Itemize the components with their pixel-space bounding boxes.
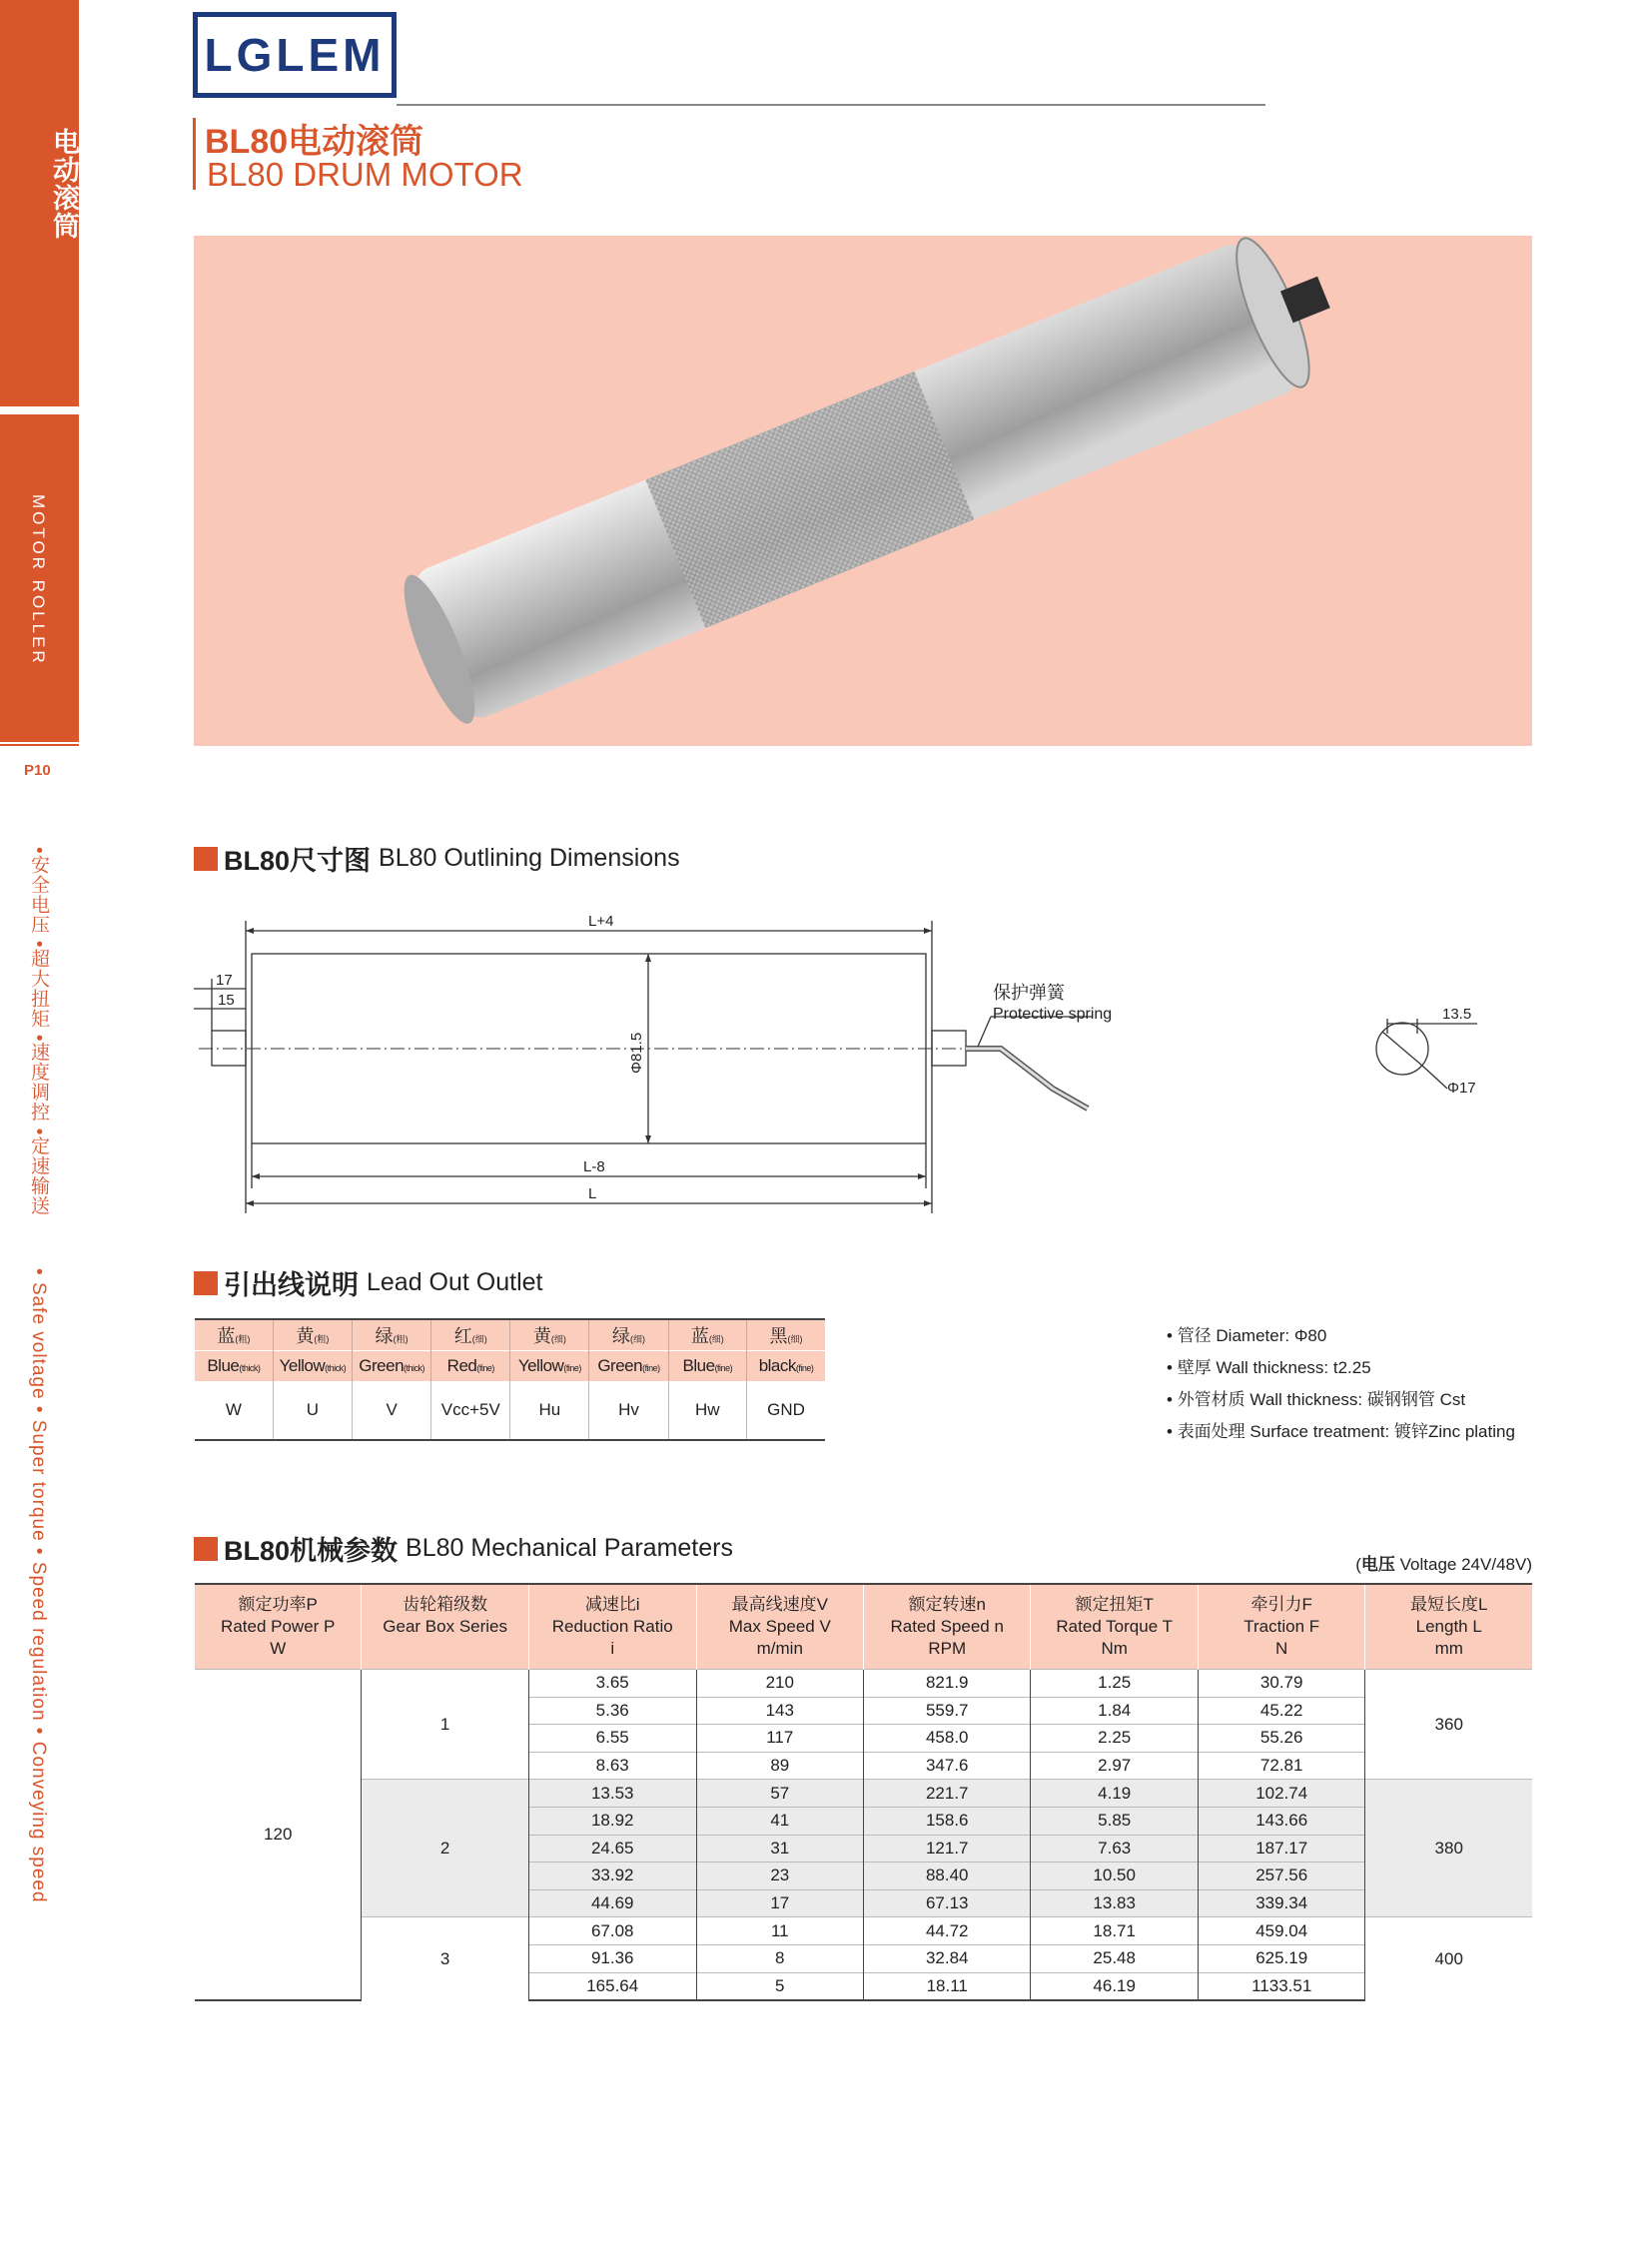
sidebar-category-block (0, 0, 79, 406)
spec-item: • 表面处理 Surface treatment: 镀锌Zinc plating (1167, 1416, 1515, 1448)
page-number: P10 (24, 762, 51, 779)
col-header-en: Rated Torque T (1056, 1617, 1173, 1636)
dim-13-5: 13.5 (1442, 1006, 1472, 1023)
table-row (195, 1917, 1532, 1945)
table-row (195, 1780, 1532, 1808)
wire-en-name: Blue (207, 1356, 240, 1375)
table-row (195, 1670, 1532, 1698)
wire-signal: W (195, 1381, 273, 1440)
table-cell: 3.65 (528, 1670, 696, 1698)
col-header-unit: W (270, 1639, 287, 1658)
dim-phi17: Φ17 (1447, 1080, 1476, 1097)
section-heading-dimensions (194, 839, 680, 878)
wire-en-note: (fine) (714, 1363, 733, 1373)
table-cell: 458.0 (864, 1725, 1031, 1753)
table-cell: 257.56 (1198, 1863, 1365, 1890)
table-cell: 4.19 (1031, 1780, 1198, 1808)
wire-en-name: Yellow (517, 1356, 564, 1375)
dim-15: 15 (218, 992, 235, 1009)
col-header-cn: 齿轮箱级数 (403, 1595, 488, 1614)
rated-power-cell: 120 (195, 1670, 362, 2001)
wire-cn-note: (细) (787, 1334, 803, 1344)
section-title-cn: 引出线说明 (224, 1270, 359, 1300)
table-cell: 67.13 (864, 1889, 1031, 1917)
section-heading-mechanical (194, 1529, 733, 1568)
wire-cn-note: (粗) (393, 1334, 409, 1344)
spring-label-cn: 保护弹簧 (993, 983, 1065, 1003)
page-title-cn: BL80电动滚筒 (205, 123, 424, 161)
wire-signal: GND (747, 1381, 825, 1440)
lead-en-row (195, 1351, 825, 1382)
wire-cn-note: (粗) (314, 1334, 330, 1344)
table-cell: 18.11 (864, 1972, 1031, 2000)
drum-motor-illustration (194, 236, 1532, 746)
col-header-unit: RPM (928, 1639, 967, 1658)
dim-l: L (588, 1185, 597, 1202)
col-header (864, 1584, 1031, 1670)
wire-signal: Hu (510, 1381, 589, 1440)
table-cell: 57 (696, 1780, 863, 1808)
table-cell: 31 (696, 1835, 863, 1863)
wire-signal: Vcc+5V (431, 1381, 510, 1440)
dim-diameter: Φ81.5 (628, 1032, 645, 1074)
table-cell: 143.66 (1198, 1807, 1365, 1835)
table-cell: 821.9 (864, 1670, 1031, 1698)
col-header-cn: 最短长度L (1410, 1595, 1488, 1614)
table-cell: 143 (696, 1697, 863, 1725)
table-cell: 17 (696, 1889, 863, 1917)
wire-en-note: (fine) (795, 1363, 814, 1373)
wire-en-name: Green (359, 1356, 405, 1375)
table-cell: 41 (696, 1807, 863, 1835)
table-cell: 102.74 (1198, 1780, 1365, 1808)
table-cell: 44.72 (864, 1917, 1031, 1945)
wire-signal: Hw (668, 1381, 747, 1440)
table-cell: 339.34 (1198, 1889, 1365, 1917)
voltage-note: (电压 Voltage 24V/48V) (1355, 1555, 1532, 1574)
col-header-cn: 减速比i (584, 1595, 640, 1614)
col-header-en: Length L (1415, 1617, 1482, 1636)
voltage-label-en: Voltage 24V/48V (1399, 1555, 1527, 1574)
sidebar-category-en-block (0, 414, 79, 742)
table-cell: 72.81 (1198, 1752, 1365, 1780)
dimension-drawing (194, 899, 1532, 1228)
dim-l-plus-4: L+4 (588, 913, 614, 930)
gear-series-cell: 2 (362, 1780, 528, 1917)
table-cell: 18.92 (528, 1807, 696, 1835)
min-length-cell: 400 (1365, 1917, 1532, 2000)
col-header (1031, 1584, 1198, 1670)
col-header (362, 1584, 528, 1670)
section-title-en: BL80 Outlining Dimensions (379, 844, 680, 872)
section-marker (194, 1537, 218, 1561)
brand-logo: LGLEM (193, 12, 397, 98)
table-cell: 187.17 (1198, 1835, 1365, 1863)
col-header-unit: N (1275, 1639, 1288, 1658)
section-title-en: Lead Out Outlet (367, 1268, 543, 1296)
table-cell: 46.19 (1031, 1972, 1198, 2000)
section-title-cn: BL80机械参数 (224, 1536, 399, 1566)
col-header (1198, 1584, 1365, 1670)
sidebar-category-en: MOTOR ROLLER (29, 494, 48, 666)
wire-cn-name: 蓝 (690, 1326, 709, 1346)
col-header (1365, 1584, 1532, 1670)
col-header-unit: mm (1434, 1639, 1463, 1658)
spec-item: • 壁厚 Wall thickness: t2.25 (1167, 1352, 1515, 1384)
col-header-en: Reduction Ratio (551, 1617, 673, 1636)
col-header-unit: Nm (1101, 1639, 1128, 1658)
table-cell: 1.84 (1031, 1697, 1198, 1725)
section-heading-lead-out (194, 1263, 543, 1302)
table-cell: 117 (696, 1725, 863, 1753)
table-cell: 89 (696, 1752, 863, 1780)
dimension-drawing-svg (194, 899, 1532, 1228)
col-header (195, 1584, 362, 1670)
sidebar-category-cn: 电动滚筒 (49, 128, 79, 240)
col-header (696, 1584, 863, 1670)
section-title-en: BL80 Mechanical Parameters (406, 1534, 733, 1562)
table-cell: 2.97 (1031, 1752, 1198, 1780)
table-cell: 32.84 (864, 1944, 1031, 1972)
spec-list (1167, 1320, 1515, 1448)
table-cell: 11 (696, 1917, 863, 1945)
section-marker (194, 1271, 218, 1295)
min-length-cell: 360 (1365, 1670, 1532, 1780)
table-cell: 2.25 (1031, 1725, 1198, 1753)
table-cell: 44.69 (528, 1889, 696, 1917)
wire-en-name: Red (446, 1356, 477, 1375)
table-cell: 10.50 (1031, 1863, 1198, 1890)
col-header-en: Rated Speed n (890, 1617, 1004, 1636)
spec-item: • 外管材质 Wall thickness: 碳钢钢管 Cst (1167, 1384, 1515, 1416)
spring-label-en: Protective spring (993, 1006, 1113, 1023)
col-header-en: Max Speed V (728, 1617, 831, 1636)
feature-list (26, 847, 50, 1903)
wire-en-note: (thick) (325, 1363, 347, 1373)
lead-cn-row (195, 1319, 825, 1351)
wire-cn-name: 黑 (769, 1326, 788, 1346)
wire-en-note: (fine) (642, 1363, 660, 1373)
wire-en-name: Blue (682, 1356, 715, 1375)
table-cell: 24.65 (528, 1835, 696, 1863)
mech-body (195, 1670, 1532, 2001)
col-header-cn: 最高线速度V (731, 1595, 828, 1614)
col-header-cn: 额定转速n (908, 1595, 986, 1614)
spec-item: • 管径 Diameter: Φ80 (1167, 1320, 1515, 1352)
wire-cn-note: (细) (550, 1334, 566, 1344)
table-cell: 8 (696, 1944, 863, 1972)
title-accent-bar (193, 118, 196, 190)
wire-en-note: (fine) (563, 1363, 581, 1373)
wire-cn-note: (细) (471, 1334, 487, 1344)
table-cell: 221.7 (864, 1780, 1031, 1808)
gear-series-cell: 1 (362, 1670, 528, 1780)
table-cell: 1.25 (1031, 1670, 1198, 1698)
wire-signal: U (273, 1381, 352, 1440)
table-cell: 1133.51 (1198, 1972, 1365, 2000)
section-marker (194, 847, 218, 871)
table-cell: 7.63 (1031, 1835, 1198, 1863)
wire-cn-name: 红 (453, 1326, 472, 1346)
wire-cn-name: 绿 (611, 1326, 630, 1346)
product-photo (194, 236, 1532, 746)
table-cell: 210 (696, 1670, 863, 1698)
table-cell: 121.7 (864, 1835, 1031, 1863)
wire-cn-note: (细) (629, 1334, 645, 1344)
col-header-unit: i (610, 1639, 615, 1658)
col-header-cn: 额定功率P (238, 1595, 318, 1614)
voltage-label-cn: 电压 (1360, 1555, 1395, 1574)
wire-cn-name: 黄 (532, 1326, 551, 1346)
wire-en-name: Green (597, 1356, 643, 1375)
lead-out-table (195, 1318, 825, 1441)
col-header-en: Gear Box Series (383, 1617, 508, 1636)
col-header-cn: 额定扭矩T (1075, 1595, 1154, 1614)
table-cell: 5.36 (528, 1697, 696, 1725)
section-title-cn: BL80尺寸图 (224, 846, 372, 876)
wire-cn-name: 蓝 (217, 1326, 236, 1346)
dim-17: 17 (216, 972, 233, 989)
wire-en-note: (thick) (239, 1363, 261, 1373)
wire-en-note: (fine) (476, 1363, 494, 1373)
table-cell: 18.71 (1031, 1917, 1198, 1945)
wire-signal: V (353, 1381, 431, 1440)
table-cell: 91.36 (528, 1944, 696, 1972)
header-rule (397, 104, 1265, 106)
wire-en-name: Yellow (279, 1356, 326, 1375)
mechanical-parameters-table (195, 1583, 1532, 2001)
col-header-cn: 牵引力F (1250, 1595, 1312, 1614)
table-cell: 559.7 (864, 1697, 1031, 1725)
table-cell: 55.26 (1198, 1725, 1365, 1753)
col-header-unit (362, 1638, 527, 1660)
table-cell: 165.64 (528, 1972, 696, 2000)
wire-cn-note: (细) (708, 1334, 724, 1344)
table-cell: 30.79 (1198, 1670, 1365, 1698)
table-cell: 23 (696, 1863, 863, 1890)
feature-list-cn: •安全电压 •超大扭矩 •速度调控 •定速输送 (28, 847, 49, 1216)
feature-list-en: • Safe voltage • Super torque • Speed regulation • Conveying speed (28, 1268, 49, 1903)
table-cell: 158.6 (864, 1807, 1031, 1835)
table-cell: 8.63 (528, 1752, 696, 1780)
table-cell: 25.48 (1031, 1944, 1198, 1972)
table-cell: 67.08 (528, 1917, 696, 1945)
col-header-unit: m/min (756, 1639, 803, 1658)
table-cell: 625.19 (1198, 1944, 1365, 1972)
table-cell: 45.22 (1198, 1697, 1365, 1725)
col-header (528, 1584, 696, 1670)
table-cell: 459.04 (1198, 1917, 1365, 1945)
mech-header-row (195, 1584, 1532, 1670)
table-cell: 88.40 (864, 1863, 1031, 1890)
table-cell: 33.92 (528, 1863, 696, 1890)
lead-value-row (195, 1381, 825, 1440)
wire-signal: Hv (589, 1381, 668, 1440)
min-length-cell: 380 (1365, 1780, 1532, 1917)
sidebar-divider (0, 744, 79, 746)
wire-cn-name: 绿 (375, 1326, 394, 1346)
table-cell: 5 (696, 1972, 863, 2000)
wire-en-note: (thick) (404, 1363, 425, 1373)
gear-series-cell: 3 (362, 1917, 528, 2000)
col-header-en: Traction F (1243, 1617, 1320, 1636)
wire-cn-note: (粗) (235, 1334, 251, 1344)
col-header-en: Rated Power P (221, 1617, 336, 1636)
table-cell: 347.6 (864, 1752, 1031, 1780)
table-cell: 6.55 (528, 1725, 696, 1753)
dim-l-minus-8: L-8 (583, 1158, 605, 1175)
table-cell: 13.53 (528, 1780, 696, 1808)
page-title-en: BL80 DRUM MOTOR (207, 156, 523, 193)
table-cell: 5.85 (1031, 1807, 1198, 1835)
wire-cn-name: 黄 (296, 1326, 315, 1346)
wire-en-name: black (758, 1356, 796, 1375)
table-cell: 13.83 (1031, 1889, 1198, 1917)
